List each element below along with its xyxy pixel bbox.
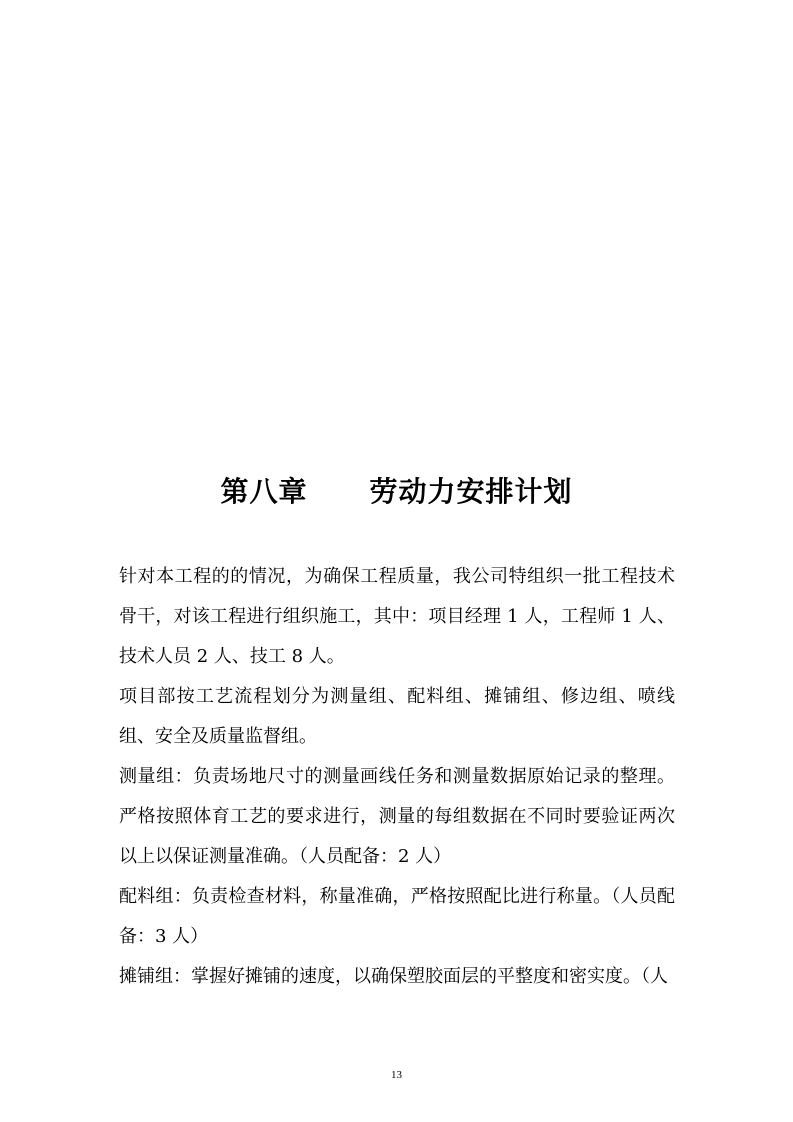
paragraph-mixing-group: 配料组：负责检查材料，称量准确，严格按照配比进行称量。（人员配备：3 人） xyxy=(119,886,675,947)
paragraph-paving-group: 摊铺组：掌握好摊铺的速度，以确保塑胶面层的平整度和密实度。（人 xyxy=(119,966,668,987)
body-text xyxy=(119,557,675,997)
paragraph-intro: 针对本工程的的情况，为确保工程质量，我公司特组织一批工程技术骨干，对该工程进行组织施工，其中：项目经理 1 人，工程师 1 人、技术人员 2 人、技工 8 人。 xyxy=(119,566,675,667)
paragraph-groups: 项目部按工艺流程划分为测量组、配料组、摊铺组、修边组、喷线组、安全及质量监督组。 xyxy=(119,686,675,747)
paragraph-survey-group: 测量组：负责场地尺寸的测量画线任务和测量数据原始记录的整理。严格按照体育工艺的要求进行，测量的每组数据在不同时要验证两次以上以保证测量准确。（人员配备：2 人） xyxy=(119,766,675,867)
chapter-heading xyxy=(0,470,793,514)
page-number: 13 xyxy=(391,1069,402,1081)
chapter-title-text: 劳动力安排计划 xyxy=(369,475,573,508)
chapter-number: 第八章 xyxy=(220,475,308,508)
